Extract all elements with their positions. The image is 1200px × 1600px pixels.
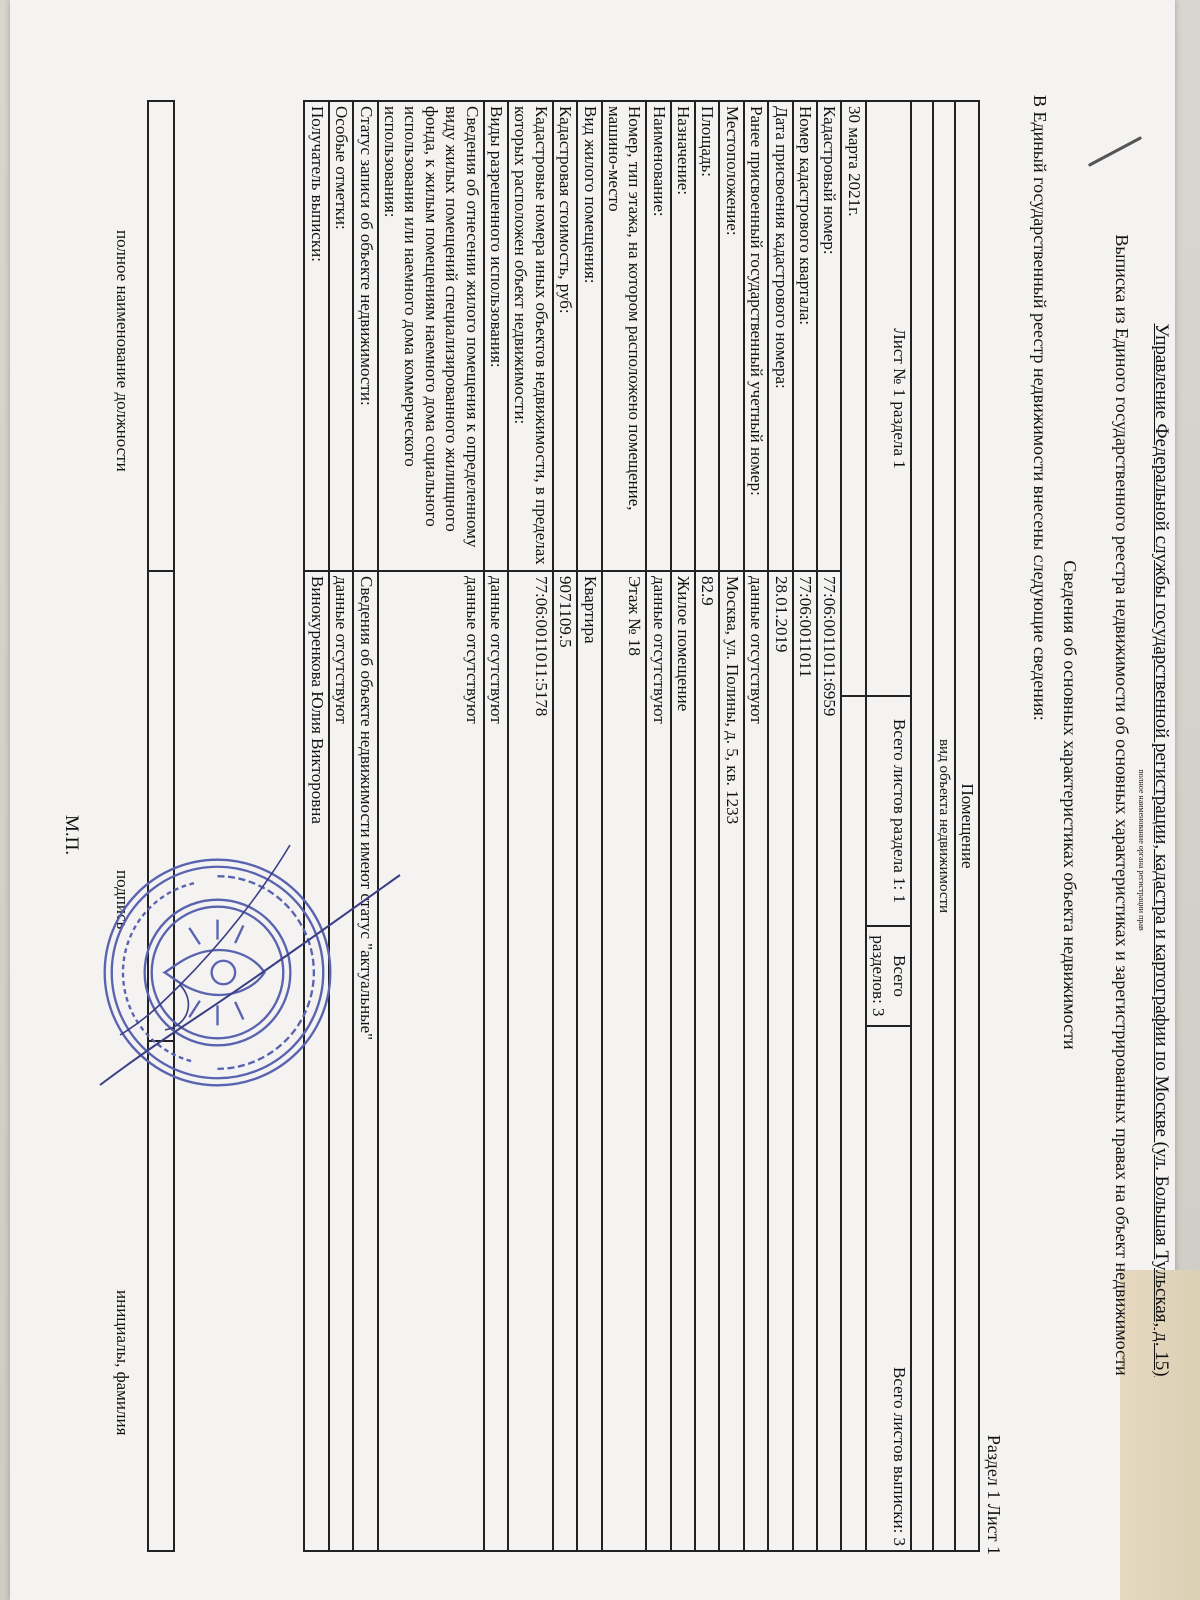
row-label: Площадь: [695, 101, 719, 571]
row-value: Квартира [577, 571, 601, 1551]
row-label: Кадастровые номера иных объектов недвижимости, в пределах которых расположен объект недвижимости: [508, 101, 553, 571]
row-label: Местоположение: [719, 101, 743, 571]
row-value: 77:06:0011011:5178 [508, 571, 553, 1551]
row-label: Ранее присвоенный государственный учетный номер: [744, 101, 768, 571]
row-value: Винокуренкова Юлия Викторовна [304, 571, 328, 1551]
table-row [646, 101, 670, 1551]
table-row [695, 101, 719, 1551]
row-value: Москва, ул. Полины, д. 5, кв. 1233 [719, 571, 743, 1551]
cad-number-label: Кадастровый номер: [817, 101, 841, 571]
row-label: Сведения об отнесении жилого помещения к определенному виду жилых помещений специализированного жилищного фонда, к жилым помещениям наемного дома социального использования или наемного дома коммерческого использования: [378, 101, 484, 571]
document-title: Выписка из Единого государственного реестра недвижимости об основных характеристиках и зарегистрированных правах на объект недвижимости [1112, 234, 1132, 1376]
row-value: данные отсутствуют [484, 571, 508, 1551]
handwritten-signature [80, 835, 410, 1095]
row-label: Назначение: [671, 101, 695, 571]
table-row [484, 101, 508, 1551]
registrar-caption: полное наименование органа регистрации прав [1137, 769, 1146, 931]
date-spacer [841, 696, 865, 1551]
document-page [0, 15, 1180, 1575]
row-label: Статус записи об объекте недвижимости: [353, 101, 377, 571]
signature-caption: подпись [113, 870, 132, 930]
intro-text: В Единый государственный реестр недвижимости внесены следующие сведения: [1030, 95, 1050, 721]
table-row [353, 101, 377, 1551]
table-row [508, 101, 553, 1551]
object-type: Помещение [955, 101, 979, 1551]
sheets-total: Всего листов выписки: 3 [866, 1026, 911, 1551]
row-value: Этаж № 18 [602, 571, 647, 1551]
row-value: 77:06:0011011 [793, 571, 817, 1551]
row-value: Сведения об объекте недвижимости имеют статус "актуальные" [353, 571, 377, 1551]
row-label: Кадастровая стоимость, руб: [553, 101, 577, 571]
row-label: Особые отметки: [329, 101, 353, 571]
row-value: данные отсутствуют [646, 571, 670, 1551]
sheets-in-section: Всего листов раздела 1: 1 [866, 696, 911, 926]
table-row [768, 101, 792, 1551]
info-table [303, 100, 980, 1552]
section-title: Сведения об основных характеристиках объекта недвижимости [1060, 560, 1080, 1050]
name-caption: инициалы, фамилия [113, 1290, 132, 1436]
table-row [329, 101, 353, 1551]
row-label: Номер, тип этажа, на котором расположено помещение, машино-место [602, 101, 647, 571]
row-label: Номер кадастрового квартала: [793, 101, 817, 571]
table-row [793, 101, 817, 1551]
object-type-caption: вид объекта недвижимости [933, 101, 955, 1551]
row-value: данные отсутствуют [378, 571, 484, 1551]
table-row [378, 101, 484, 1551]
row-label: Получатель выписки: [304, 101, 328, 571]
table-row [602, 101, 647, 1551]
sheet-number: Лист № 1 раздела 1 [866, 101, 911, 696]
row-label: Виды разрешенного использования: [484, 101, 508, 571]
row-value: 28.01.2019 [768, 571, 792, 1551]
stamp-place: М.П. [61, 815, 82, 856]
section-label: Раздел 1 Лист 1 [984, 1434, 1004, 1555]
registrar-name: Управление Федеральной службы государственной регистрации, кадастра и картографии по Москве (ул. Большая Тульская, д. 15) [1151, 323, 1172, 1377]
table-row [719, 101, 743, 1551]
table-row [553, 101, 577, 1551]
cad-number-value: 77:06:0011011:6959 [817, 571, 841, 1551]
table-row [671, 101, 695, 1551]
extract-date: 30 марта 2021г. [841, 101, 865, 696]
table-row [577, 101, 601, 1551]
signature-table [147, 100, 175, 1552]
name-field [148, 1041, 174, 1551]
position-field [148, 101, 174, 571]
row-value: Жилое помещение [671, 571, 695, 1551]
row-label: Наименование: [646, 101, 670, 571]
sections-total: Всего разделов: 3 [866, 926, 911, 1026]
row-value: 82.9 [695, 571, 719, 1551]
table-row [744, 101, 768, 1551]
row-label: Дата присвоения кадастрового номера: [768, 101, 792, 571]
position-caption: полное наименование должности [113, 230, 132, 472]
row-value: 9071109.5 [553, 571, 577, 1551]
row-value: данные отсутствуют [744, 571, 768, 1551]
row-label: Вид жилого помещения: [577, 101, 601, 571]
spacer-row [911, 101, 933, 1551]
row-value: данные отсутствуют [329, 571, 353, 1551]
table-row [304, 101, 328, 1551]
